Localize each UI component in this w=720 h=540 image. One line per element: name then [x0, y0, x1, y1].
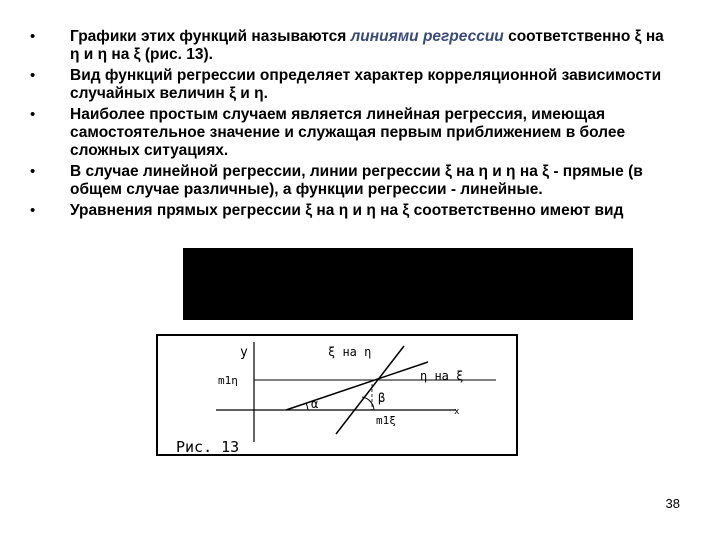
alpha-label: α — [311, 397, 319, 411]
bullet-text: Наиболее простым случаем является линейная регрессия, имеющая самостоятельное значение и служащая первым приближением в более сложных ситуациях. — [70, 105, 626, 160]
bullet-dot: • — [30, 105, 36, 123]
figure-caption: Рис. 13 — [176, 438, 240, 456]
page-number: 38 — [665, 496, 680, 511]
bullet-item — [30, 202, 670, 220]
bullet-text: Уравнения прямых регрессии ξ на η и η на ξ соответственно имеют вид — [70, 201, 624, 219]
bullet-item — [30, 163, 670, 200]
bullet-item — [30, 67, 670, 104]
bullet-text: Вид функций регрессии определяет характер корреляционной зависимости случайных величин ξ и η. — [70, 66, 662, 103]
bullet-text: В случае линейной регрессии, линии регрессии ξ на η и η на ξ - прямые (в общем случае различные), а функции регрессии - линейные. — [70, 162, 643, 199]
formula-image-placeholder — [183, 248, 633, 320]
bullet-item — [30, 28, 670, 65]
y-axis-label: y — [240, 345, 248, 360]
bullet-dot: • — [30, 162, 36, 180]
bullet-dot: • — [30, 201, 36, 219]
x-axis-label: x — [454, 407, 460, 417]
term-regression-lines: линиями регрессии — [350, 28, 504, 45]
bullet-dot: • — [30, 28, 36, 45]
m-eta-label: m1η — [218, 374, 238, 387]
regression-figure — [156, 334, 518, 456]
bullet-text: Графики этих функций называются — [70, 28, 351, 45]
bullet-item — [30, 106, 670, 161]
bullet-dot: • — [30, 66, 36, 84]
line-eta-label: η на ξ — [420, 369, 464, 383]
bullet-text-tail: соответственно ξ на η и η на ξ (рис. 13). — [70, 28, 664, 64]
beta-label: β — [378, 391, 386, 405]
bullet-list — [30, 28, 670, 222]
m-xi-label: m1ξ — [376, 414, 396, 427]
line-xi-label: ξ на η — [328, 345, 372, 359]
